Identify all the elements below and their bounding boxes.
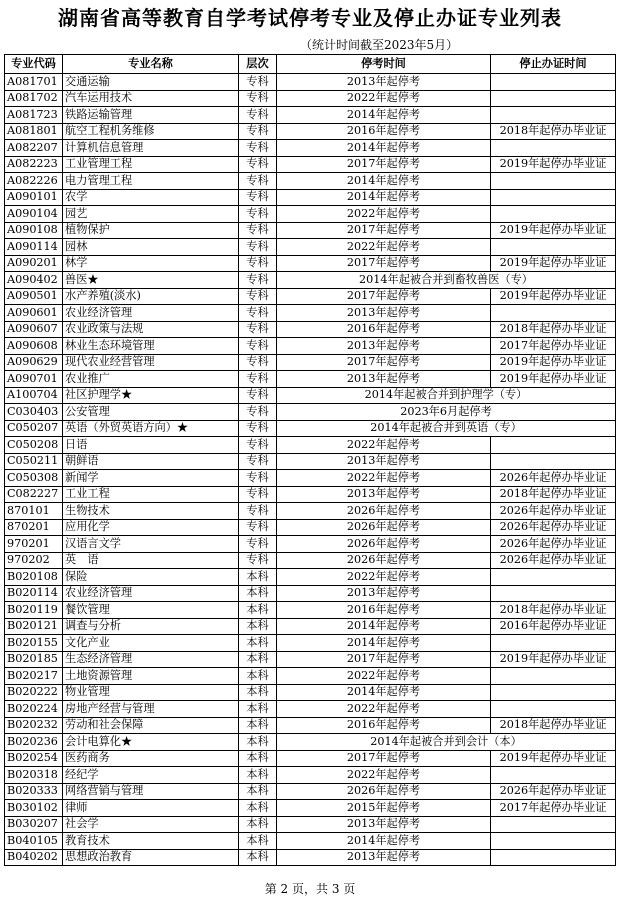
cell-stop-exam: 2015年起停考 (277, 800, 491, 817)
cell-stop-cert: 2019年起停办毕业证 (491, 255, 616, 272)
cell-name: 汉语言文学 (63, 536, 239, 553)
cell-name: 会计电算化★ (63, 734, 239, 751)
cell-name: 物业管理 (63, 684, 239, 701)
cell-level: 本科 (239, 701, 277, 718)
table-row (5, 552, 616, 569)
cell-stop-cert (491, 833, 616, 850)
cell-stop-cert: 2018年起停办毕业证 (491, 602, 616, 619)
table-row (5, 750, 616, 767)
cell-code: A100704 (5, 387, 63, 404)
cell-stop-exam: 2026年起停考 (277, 503, 491, 520)
cell-stop-cert (491, 849, 616, 866)
cell-code: A090701 (5, 371, 63, 388)
cell-name: 朝鲜语 (63, 453, 239, 470)
cell-name: 园艺 (63, 206, 239, 223)
cell-stop-exam: 2013年起停考 (277, 453, 491, 470)
cell-name: 航空工程机务维修 (63, 123, 239, 140)
cell-level: 专科 (239, 305, 277, 322)
table-row (5, 338, 616, 355)
table-row (5, 486, 616, 503)
cell-level: 本科 (239, 816, 277, 833)
cell-stop-exam: 2022年起停考 (277, 239, 491, 256)
cell-level: 专科 (239, 255, 277, 272)
table-row (5, 255, 616, 272)
cell-level: 本科 (239, 684, 277, 701)
cell-stop-exam: 2017年起停考 (277, 750, 491, 767)
cell-stop-cert (491, 585, 616, 602)
cell-name: 律师 (63, 800, 239, 817)
cell-code: A090608 (5, 338, 63, 355)
cell-stop-exam: 2017年起停考 (277, 156, 491, 173)
cell-code: B020333 (5, 783, 63, 800)
cell-code: 970202 (5, 552, 63, 569)
table-row (5, 354, 616, 371)
cell-stop-cert: 2018年起停办毕业证 (491, 486, 616, 503)
cell-code: A082226 (5, 173, 63, 190)
cell-name: 生态经济管理 (63, 651, 239, 668)
cell-stop-exam: 2013年起停考 (277, 338, 491, 355)
cell-stop-cert: 2018年起停办毕业证 (491, 123, 616, 140)
cell-name: 林业生态环境管理 (63, 338, 239, 355)
cell-level: 本科 (239, 618, 277, 635)
cell-stop-exam: 2016年起停考 (277, 602, 491, 619)
cell-name: 生物技术 (63, 503, 239, 520)
cell-stop-exam: 2016年起停考 (277, 123, 491, 140)
cell-stop-cert (491, 140, 616, 157)
cell-name: 调查与分析 (63, 618, 239, 635)
table-row (5, 173, 616, 190)
cell-stop-exam: 2013年起停考 (277, 849, 491, 866)
cell-code: B020236 (5, 734, 63, 751)
table-row (5, 602, 616, 619)
cell-code: B020114 (5, 585, 63, 602)
cell-code: A090501 (5, 288, 63, 305)
cell-name: 文化产业 (63, 635, 239, 652)
cell-level: 专科 (239, 470, 277, 487)
cell-merged-note: 2023年6月起停考 (277, 404, 616, 421)
cell-name: 工业管理工程 (63, 156, 239, 173)
column-header-stop-cert: 停止办证时间 (491, 55, 616, 74)
cell-stop-exam: 2022年起停考 (277, 701, 491, 718)
cell-level: 专科 (239, 354, 277, 371)
cell-code: B030102 (5, 800, 63, 817)
cell-level: 专科 (239, 503, 277, 520)
cell-code: A090201 (5, 255, 63, 272)
cell-code: A081702 (5, 90, 63, 107)
cell-stop-cert: 2019年起停办毕业证 (491, 156, 616, 173)
cell-stop-cert: 2018年起停办毕业证 (491, 321, 616, 338)
table-row (5, 189, 616, 206)
cell-level: 本科 (239, 635, 277, 652)
cell-name: 现代农业经营管理 (63, 354, 239, 371)
table-row (5, 222, 616, 239)
cell-level: 专科 (239, 536, 277, 553)
cell-level: 专科 (239, 420, 277, 437)
cell-name: 餐饮管理 (63, 602, 239, 619)
major-list-table (4, 54, 616, 866)
cell-name: 农业经济管理 (63, 585, 239, 602)
cell-name: 兽医★ (63, 272, 239, 289)
cell-code: B020185 (5, 651, 63, 668)
cell-code: C050208 (5, 437, 63, 454)
cell-code: A090601 (5, 305, 63, 322)
cell-level: 专科 (239, 239, 277, 256)
cell-code: B020254 (5, 750, 63, 767)
table-row (5, 503, 616, 520)
cell-level: 专科 (239, 90, 277, 107)
cell-level: 专科 (239, 404, 277, 421)
cell-stop-cert: 2019年起停办毕业证 (491, 354, 616, 371)
cell-stop-exam: 2013年起停考 (277, 585, 491, 602)
cell-stop-exam: 2016年起停考 (277, 321, 491, 338)
cell-stop-exam: 2022年起停考 (277, 767, 491, 784)
cell-stop-exam: 2017年起停考 (277, 354, 491, 371)
cell-stop-cert (491, 305, 616, 322)
cell-stop-exam: 2026年起停考 (277, 552, 491, 569)
cell-code: B020155 (5, 635, 63, 652)
cell-code: C050211 (5, 453, 63, 470)
cell-stop-cert: 2017年起停办毕业证 (491, 338, 616, 355)
cell-stop-exam: 2014年起停考 (277, 635, 491, 652)
cell-level: 专科 (239, 338, 277, 355)
table-row (5, 74, 616, 91)
cell-name: 经纪学 (63, 767, 239, 784)
cell-stop-cert: 2026年起停办毕业证 (491, 783, 616, 800)
table-row (5, 536, 616, 553)
cell-stop-cert (491, 684, 616, 701)
table-row (5, 387, 616, 404)
cell-name: 公安管理 (63, 404, 239, 421)
cell-name: 日语 (63, 437, 239, 454)
table-row (5, 783, 616, 800)
cell-stop-exam: 2014年起停考 (277, 684, 491, 701)
table-row (5, 800, 616, 817)
table-row (5, 239, 616, 256)
cell-code: 870101 (5, 503, 63, 520)
cell-stop-cert (491, 767, 616, 784)
cell-level: 专科 (239, 453, 277, 470)
table-row (5, 272, 616, 289)
cell-code: B020224 (5, 701, 63, 718)
cell-code: 970201 (5, 536, 63, 553)
cell-level: 专科 (239, 123, 277, 140)
cell-level: 本科 (239, 849, 277, 866)
cell-name: 劳动和社会保障 (63, 717, 239, 734)
cell-stop-cert: 2019年起停办毕业证 (491, 371, 616, 388)
cell-stop-exam: 2014年起停考 (277, 107, 491, 124)
table-row (5, 816, 616, 833)
table-row (5, 206, 616, 223)
cell-name: 计算机信息管理 (63, 140, 239, 157)
cell-stop-cert: 2016年起停办毕业证 (491, 618, 616, 635)
cell-stop-cert (491, 453, 616, 470)
table-row (5, 569, 616, 586)
cell-merged-note: 2014年起被合并到护理学（专） (277, 387, 616, 404)
cell-level: 专科 (239, 222, 277, 239)
cell-code: C050207 (5, 420, 63, 437)
cell-level: 本科 (239, 750, 277, 767)
cell-level: 本科 (239, 767, 277, 784)
cell-level: 专科 (239, 206, 277, 223)
cell-stop-cert: 2019年起停办毕业证 (491, 222, 616, 239)
table-row (5, 585, 616, 602)
table-row (5, 123, 616, 140)
cell-code: B020121 (5, 618, 63, 635)
cell-level: 专科 (239, 437, 277, 454)
cell-code: A082223 (5, 156, 63, 173)
cell-level: 本科 (239, 783, 277, 800)
cell-level: 专科 (239, 140, 277, 157)
cell-level: 专科 (239, 387, 277, 404)
cell-level: 专科 (239, 371, 277, 388)
cell-name: 英语（外贸英语方向）★ (63, 420, 239, 437)
cell-level: 本科 (239, 585, 277, 602)
table-header-row (5, 55, 616, 74)
cell-code: B030207 (5, 816, 63, 833)
table-row (5, 107, 616, 124)
cell-code: C082227 (5, 486, 63, 503)
cell-stop-exam: 2014年起停考 (277, 140, 491, 157)
cell-merged-note: 2014年起被合并到会计（本） (277, 734, 616, 751)
column-header-code: 专业代码 (5, 55, 63, 74)
cell-stop-cert (491, 635, 616, 652)
cell-code: A090104 (5, 206, 63, 223)
cell-name: 林学 (63, 255, 239, 272)
cell-name: 网络营销与管理 (63, 783, 239, 800)
cell-stop-exam: 2026年起停考 (277, 519, 491, 536)
table-row (5, 305, 616, 322)
cell-name: 园林 (63, 239, 239, 256)
cell-level: 本科 (239, 602, 277, 619)
table-row (5, 453, 616, 470)
column-header-name: 专业名称 (63, 55, 239, 74)
cell-name: 农业推广 (63, 371, 239, 388)
cell-code: A081701 (5, 74, 63, 91)
cell-code: B040202 (5, 849, 63, 866)
cell-stop-cert: 2019年起停办毕业证 (491, 288, 616, 305)
cell-level: 专科 (239, 288, 277, 305)
cell-name: 植物保护 (63, 222, 239, 239)
cell-code: B020318 (5, 767, 63, 784)
cell-stop-cert (491, 107, 616, 124)
table-row (5, 684, 616, 701)
table-row (5, 90, 616, 107)
cell-stop-exam: 2016年起停考 (277, 717, 491, 734)
table-row (5, 519, 616, 536)
cell-name: 教育技术 (63, 833, 239, 850)
cell-level: 本科 (239, 717, 277, 734)
cell-stop-cert (491, 189, 616, 206)
cell-stop-exam: 2022年起停考 (277, 206, 491, 223)
cell-level: 专科 (239, 486, 277, 503)
cell-level: 专科 (239, 156, 277, 173)
cell-level: 专科 (239, 107, 277, 124)
cell-stop-exam: 2022年起停考 (277, 470, 491, 487)
cell-name: 交通运输 (63, 74, 239, 91)
table-row (5, 288, 616, 305)
cell-level: 专科 (239, 173, 277, 190)
cell-stop-cert (491, 173, 616, 190)
cell-merged-note: 2014年起被合并到畜牧兽医（专） (277, 272, 616, 289)
cell-code: B040105 (5, 833, 63, 850)
cell-code: A081723 (5, 107, 63, 124)
cell-name: 工业工程 (63, 486, 239, 503)
table-row (5, 470, 616, 487)
cell-stop-exam: 2014年起停考 (277, 618, 491, 635)
cell-code: C030403 (5, 404, 63, 421)
cell-name: 水产养殖(淡水) (63, 288, 239, 305)
cell-stop-exam: 2017年起停考 (277, 255, 491, 272)
cell-stop-exam: 2013年起停考 (277, 371, 491, 388)
cell-stop-cert: 2026年起停办毕业证 (491, 552, 616, 569)
table-row (5, 833, 616, 850)
cell-stop-exam: 2022年起停考 (277, 569, 491, 586)
cell-stop-exam: 2026年起停考 (277, 783, 491, 800)
page-subtitle: （统计时间截至2023年5月） (300, 38, 459, 52)
cell-name: 思想政治教育 (63, 849, 239, 866)
cell-code: A082207 (5, 140, 63, 157)
cell-stop-exam: 2026年起停考 (277, 536, 491, 553)
table-row (5, 635, 616, 652)
table-row (5, 140, 616, 157)
cell-name: 新闻学 (63, 470, 239, 487)
cell-name: 社区护理学★ (63, 387, 239, 404)
cell-level: 专科 (239, 321, 277, 338)
table-row (5, 767, 616, 784)
table-row (5, 701, 616, 718)
table-row (5, 156, 616, 173)
cell-code: B020119 (5, 602, 63, 619)
cell-stop-cert: 2018年起停办毕业证 (491, 717, 616, 734)
cell-name: 医药商务 (63, 750, 239, 767)
cell-stop-cert (491, 437, 616, 454)
cell-name: 铁路运输管理 (63, 107, 239, 124)
cell-stop-exam: 2014年起停考 (277, 173, 491, 190)
cell-code: A090607 (5, 321, 63, 338)
cell-stop-cert: 2026年起停办毕业证 (491, 536, 616, 553)
table-row (5, 849, 616, 866)
cell-level: 本科 (239, 651, 277, 668)
table-row (5, 371, 616, 388)
cell-stop-exam: 2017年起停考 (277, 222, 491, 239)
column-header-level: 层次 (239, 55, 277, 74)
cell-stop-cert (491, 90, 616, 107)
table-row (5, 321, 616, 338)
cell-stop-cert (491, 569, 616, 586)
cell-code: B020222 (5, 684, 63, 701)
table-row (5, 618, 616, 635)
cell-code: 870201 (5, 519, 63, 536)
cell-stop-cert: 2019年起停办毕业证 (491, 750, 616, 767)
table-row (5, 420, 616, 437)
cell-stop-exam: 2013年起停考 (277, 816, 491, 833)
cell-stop-exam: 2014年起停考 (277, 833, 491, 850)
cell-name: 汽车运用技术 (63, 90, 239, 107)
cell-level: 本科 (239, 569, 277, 586)
cell-code: B020108 (5, 569, 63, 586)
table-row (5, 717, 616, 734)
cell-level: 专科 (239, 189, 277, 206)
cell-name: 电力管理工程 (63, 173, 239, 190)
cell-name: 农业经济管理 (63, 305, 239, 322)
cell-merged-note: 2014年起被合并到英语（专） (277, 420, 616, 437)
column-header-stop-exam: 停考时间 (277, 55, 491, 74)
cell-code: B020232 (5, 717, 63, 734)
cell-stop-cert: 2019年起停办毕业证 (491, 651, 616, 668)
cell-code: C050308 (5, 470, 63, 487)
cell-level: 本科 (239, 800, 277, 817)
cell-name: 英 语 (63, 552, 239, 569)
cell-level: 本科 (239, 668, 277, 685)
cell-code: A090402 (5, 272, 63, 289)
cell-stop-cert: 2017年起停办毕业证 (491, 800, 616, 817)
cell-name: 房地产经营与管理 (63, 701, 239, 718)
cell-code: A090108 (5, 222, 63, 239)
cell-stop-cert (491, 816, 616, 833)
cell-name: 保险 (63, 569, 239, 586)
table-row (5, 651, 616, 668)
cell-stop-cert (491, 239, 616, 256)
table-row (5, 734, 616, 751)
cell-name: 农学 (63, 189, 239, 206)
cell-level: 本科 (239, 734, 277, 751)
cell-stop-exam: 2022年起停考 (277, 437, 491, 454)
page-footer: 第 2 页，共 3 页 (264, 882, 356, 896)
cell-code: A090101 (5, 189, 63, 206)
cell-name: 农业政策与法规 (63, 321, 239, 338)
table-row (5, 404, 616, 421)
cell-stop-exam: 2013年起停考 (277, 486, 491, 503)
cell-name: 应用化学 (63, 519, 239, 536)
cell-stop-exam: 2017年起停考 (277, 651, 491, 668)
cell-code: B020217 (5, 668, 63, 685)
cell-level: 专科 (239, 519, 277, 536)
table-row (5, 437, 616, 454)
cell-stop-exam: 2022年起停考 (277, 90, 491, 107)
cell-stop-exam: 2013年起停考 (277, 74, 491, 91)
cell-stop-cert: 2026年起停办毕业证 (491, 503, 616, 520)
cell-stop-cert: 2026年起停办毕业证 (491, 470, 616, 487)
cell-name: 社会学 (63, 816, 239, 833)
cell-stop-cert (491, 668, 616, 685)
table-row (5, 668, 616, 685)
cell-level: 专科 (239, 272, 277, 289)
cell-level: 本科 (239, 833, 277, 850)
cell-stop-cert (491, 206, 616, 223)
cell-stop-exam: 2013年起停考 (277, 305, 491, 322)
cell-level: 专科 (239, 552, 277, 569)
page-title: 湖南省高等教育自学考试停考专业及停止办证专业列表 (58, 6, 562, 30)
cell-stop-cert (491, 74, 616, 91)
cell-stop-cert (491, 701, 616, 718)
cell-level: 专科 (239, 74, 277, 91)
cell-stop-exam: 2014年起停考 (277, 189, 491, 206)
cell-stop-cert: 2026年起停办毕业证 (491, 519, 616, 536)
cell-stop-exam: 2022年起停考 (277, 668, 491, 685)
cell-name: 土地资源管理 (63, 668, 239, 685)
cell-code: A081801 (5, 123, 63, 140)
cell-code: A090114 (5, 239, 63, 256)
cell-stop-exam: 2017年起停考 (277, 288, 491, 305)
cell-code: A090629 (5, 354, 63, 371)
